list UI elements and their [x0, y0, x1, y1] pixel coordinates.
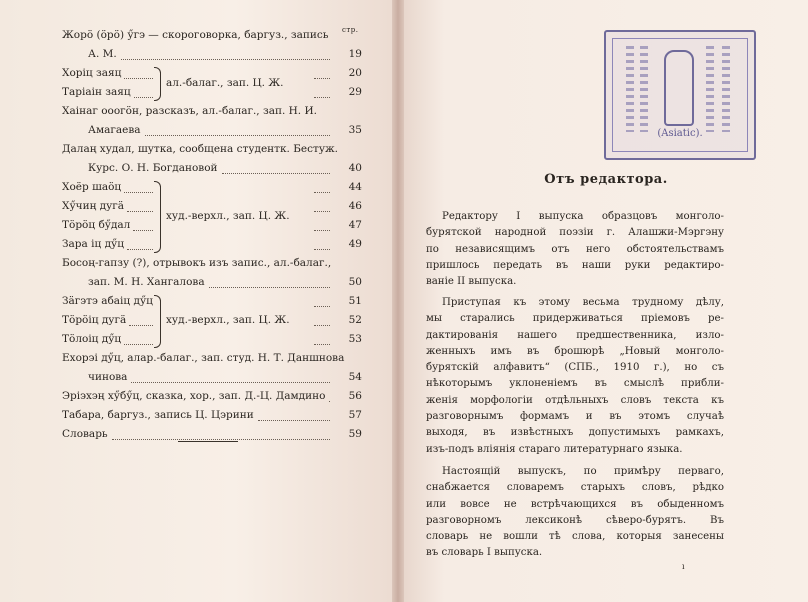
- toc-dot-leader: [314, 230, 330, 231]
- toc-group-label: худ.-верхл., зап. Ц. Ж.: [166, 314, 290, 326]
- toc-row: [62, 311, 362, 330]
- toc-dot-leader: [131, 382, 330, 383]
- text-line: ванiе II выпуска.: [426, 276, 517, 288]
- toc-page-number: 47: [348, 219, 362, 231]
- toc-dot-leader: [127, 211, 153, 212]
- toc-dot-leader: [314, 325, 330, 326]
- text-line: нѣкоторымъ уклоненiемъ въ смыслѣ прибли-: [426, 378, 724, 390]
- toc-entry-title: А. М.: [88, 48, 117, 60]
- stamp-label: (Asiatic).: [657, 128, 703, 139]
- toc-entry-title: Ехорэi дӳц, алар.-балаг., зап. студ. Н. Т. Даншнова: [62, 352, 345, 364]
- text-line: разговорномъ лексиконѣ сѣверо-бурятъ. Въ: [426, 514, 724, 526]
- toc-row: [62, 292, 362, 311]
- text-line: Настоящiй выпускъ, по примѣру перваго,: [442, 466, 724, 477]
- toc-dot-leader: [145, 135, 330, 136]
- toc-page-number: 57: [348, 409, 362, 421]
- text-line: Редактору I выпуска образцовъ монголо-: [442, 211, 724, 222]
- text-line: бурятскiй алфавитъ“ (СПБ., 1910 г.), но съ: [426, 362, 724, 374]
- toc-dot-leader: [133, 230, 153, 231]
- toc-dot-leader: [314, 344, 330, 345]
- toc-row: [62, 368, 362, 387]
- paragraph-2: [426, 295, 724, 458]
- text-line: снабжается словаремъ старыхъ словъ, рѣдко: [426, 482, 724, 494]
- toc-page-number: 49: [348, 238, 362, 250]
- text-line: по независящимъ отъ него обстоятельствамъ: [426, 243, 724, 255]
- toc-page-number: 35: [348, 124, 362, 136]
- paragraph-1: [426, 209, 724, 290]
- library-stamp: [604, 30, 756, 160]
- toc-entry-title: Босоң-гапзу (?), отрывокъ изъ запис., ал.-балаг.,: [62, 257, 332, 269]
- toc-page-number: 54: [348, 371, 362, 383]
- toc-page-number: 50: [348, 276, 362, 288]
- toc-entry-title: Хаiнаг ооогӧн, разсказъ, ал.-балаг., зап. Н. И.: [62, 105, 317, 117]
- toc-row: [62, 102, 362, 121]
- toc-page-number: 20: [348, 67, 362, 79]
- text-line: женiя морфологiи отдѣльныхъ словъ текста къ: [426, 394, 724, 406]
- toc-entry-title: Жорӧ (ӧрӧ) ӳгэ — скороговорка, баргуз., запись: [62, 29, 329, 41]
- toc-page-number: 40: [348, 162, 362, 174]
- page-title: Отъ редактора.: [544, 172, 668, 187]
- toc-row: [62, 273, 362, 292]
- toc-row: [62, 254, 362, 273]
- toc-entry-title: Тӧлоiц дӳц: [62, 333, 122, 345]
- text-line: дактированiя нашего предшественника, изло-: [426, 329, 724, 341]
- toc-dot-leader: [121, 59, 330, 60]
- toc-dot-leader: [209, 287, 330, 288]
- toc-page-number: 59: [348, 428, 362, 440]
- toc-row: [62, 121, 362, 140]
- toc-dot-leader: [258, 420, 330, 421]
- table-of-contents: [62, 26, 362, 444]
- toc-group-label: ал.-балаг., зап. Ц. Ж.: [166, 76, 284, 89]
- toc-dot-leader: [314, 211, 330, 212]
- toc-dot-leader: [124, 344, 153, 345]
- toc-row: [62, 216, 362, 235]
- toc-page-number: 29: [348, 86, 362, 98]
- toc-dot-leader: [124, 78, 153, 79]
- book-gutter: [392, 0, 404, 602]
- toc-entry-title: Словарь: [62, 428, 108, 440]
- toc-entry-title: Тарiаiн заяц: [62, 86, 131, 98]
- toc-row: [62, 330, 362, 349]
- text-line: въ словарь I выпуска.: [426, 547, 543, 559]
- text-line: пришлось передать въ наши руки редактиро-: [426, 259, 724, 271]
- toc-row: [62, 406, 362, 425]
- toc-group-label: худ.-верхл., зап. Ц. Ж.: [166, 209, 290, 222]
- toc-dot-leader: [314, 306, 330, 307]
- toc-entry-title: зап. М. Н. Хангалова: [88, 276, 205, 288]
- toc-page-number: 19: [348, 48, 362, 60]
- toc-entry-title: Хорiц заяц: [62, 67, 122, 79]
- paragraph-3: [426, 464, 724, 562]
- page-column-header: стр.: [342, 26, 359, 34]
- page-signature-mark: ı: [682, 562, 685, 571]
- toc-page-number: 53: [348, 333, 362, 345]
- text-line: мы старались придерживаться прiемовъ ре-: [426, 313, 724, 325]
- text-line: женныхъ имъ въ брошюрѣ „Новый монголо-: [426, 345, 724, 357]
- stamp-script-mark: [640, 46, 648, 132]
- toc-dot-leader: [124, 192, 153, 193]
- toc-row: [62, 235, 362, 254]
- toc-entry-title: Тӧрӧц бӳдал: [62, 219, 131, 231]
- toc-entry-title: Табара, баргуз., запись Ц. Цэрини: [62, 409, 254, 421]
- section-divider: [178, 441, 238, 442]
- toc-page-number: 46: [348, 200, 362, 212]
- toc-entry-title: Зара iц дӳц: [62, 238, 124, 250]
- toc-row: [62, 45, 362, 64]
- text-line: Приступая къ этому весьма трудному дѣлу,: [442, 297, 724, 308]
- toc-row: [62, 83, 362, 102]
- toc-row: [62, 387, 362, 406]
- toc-page-number: 52: [348, 314, 362, 326]
- text-line: разговорнымъ формамъ и въ этомъ случаѣ: [426, 411, 724, 423]
- text-line: словарь не вошли тѣ слова, которыя занесены: [426, 531, 724, 543]
- toc-dot-leader: [314, 78, 330, 79]
- toc-entry-title: Далаң худал, шутка, сообщена студентк. Бестуж.: [62, 143, 339, 155]
- toc-entry-title: Зӓгэтэ абаiц дӳц: [62, 295, 153, 307]
- toc-entry-title: Эрiэхэң хӳбӳц, сказка, хор., зап. Д.-Ц. Дамдино: [62, 390, 326, 402]
- text-line: или вовсе не встрѣчающихся въ обыденномъ: [426, 498, 724, 510]
- toc-dot-leader: [134, 97, 153, 98]
- toc-row: [62, 26, 362, 45]
- stamp-script-mark: [706, 46, 714, 132]
- toc-dot-leader: [222, 173, 330, 174]
- toc-row: [62, 349, 362, 368]
- toc-page-number: 51: [348, 295, 362, 307]
- text-line: бурятской народной поэзiи г. Алашжи-Мэргэну: [426, 227, 724, 239]
- toc-dot-leader: [112, 439, 330, 440]
- toc-dot-leader: [127, 249, 153, 250]
- stamp-script-mark: [722, 46, 730, 132]
- stamp-script-mark: [626, 46, 634, 132]
- toc-entry-title: Хӳчиң дугӓ: [62, 200, 125, 212]
- toc-dot-leader: [314, 192, 330, 193]
- toc-row: [62, 178, 362, 197]
- toc-entry-title: Хоёр шаӧц: [62, 181, 122, 193]
- toc-dot-leader: [329, 401, 330, 402]
- toc-entry-title: Амагаева: [88, 124, 141, 136]
- toc-dot-leader: [314, 249, 330, 250]
- toc-dot-leader: [314, 97, 330, 98]
- toc-row: [62, 197, 362, 216]
- toc-entry-title: Тӧрӧiц дугӓ: [62, 314, 127, 326]
- toc-page-number: 44: [348, 181, 362, 193]
- toc-row: [62, 140, 362, 159]
- text-line: выходя, въ извѣстныхъ допустимыхъ рамкахъ,: [426, 427, 724, 439]
- stamp-emblem-icon: [664, 50, 694, 126]
- toc-entry-title: Курс. О. Н. Богдановой: [88, 162, 218, 174]
- toc-page-number: 56: [348, 390, 362, 402]
- toc-entry-title: чинова: [88, 371, 128, 383]
- toc-dot-leader: [129, 325, 153, 326]
- toc-row: [62, 159, 362, 178]
- text-line: изъ-подъ влiянiя стараго литературнаго языка.: [426, 443, 683, 455]
